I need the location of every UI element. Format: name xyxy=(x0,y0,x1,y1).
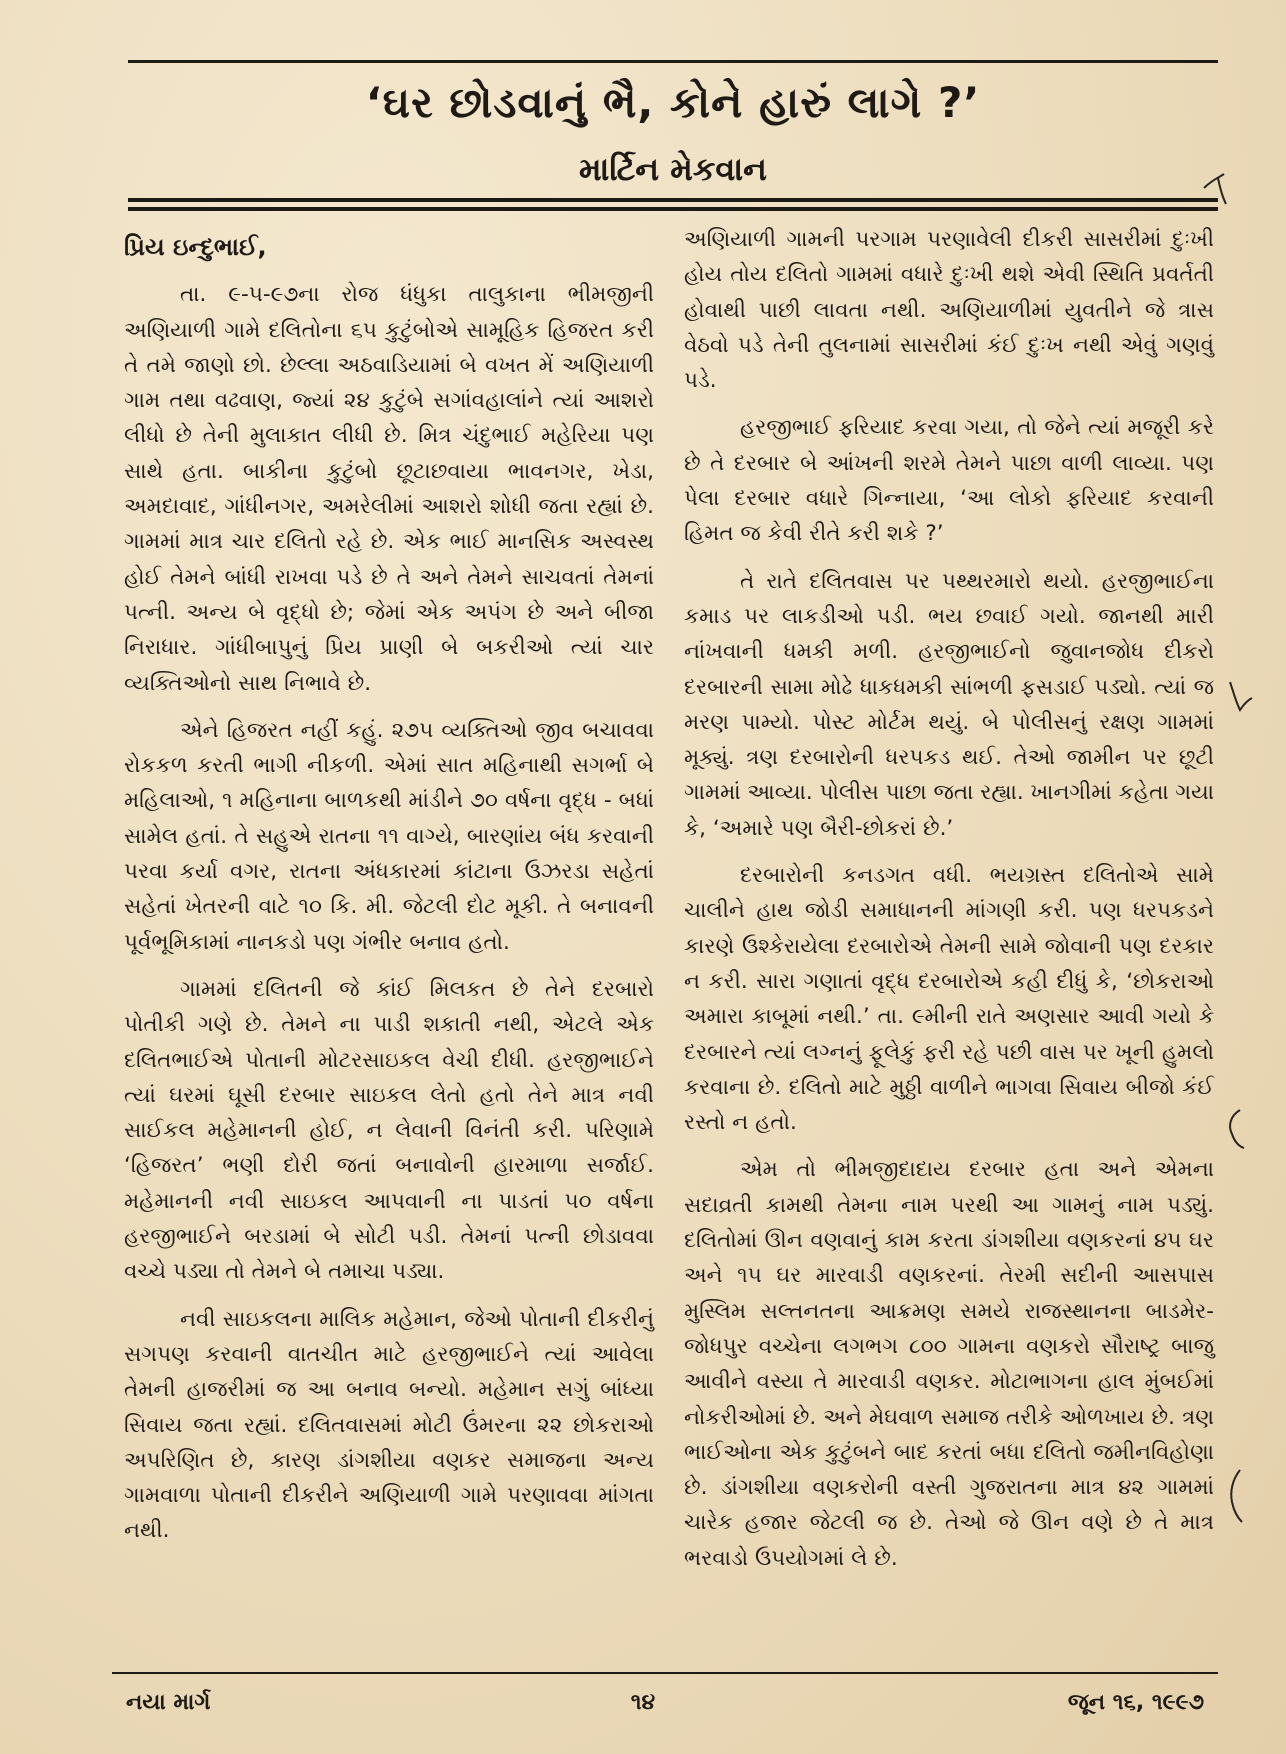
publication-name: નયા માર્ગ xyxy=(126,1690,211,1715)
header-double-rule-bottom xyxy=(128,207,1218,211)
footer-rule xyxy=(112,1672,1218,1674)
left-column xyxy=(124,222,654,1622)
margin-bracket-icon xyxy=(1218,1466,1248,1526)
body-paragraph: ગામમાં દલિતની જે કાંઈ મિલકત છે તેને દરબારો પોતીકી ગણે છે. તેમને ના પાડી શકાતી નથી, એટલે એક દલિતભાઈએ પોતાની મોટરસાઇકલ વેચી દીધી. હરજીભાઈને ત્યાં ઘરમાં ઘૂસી દરબાર સાઇકલ લેતો હતો તેને માત્ર નવી સાઈકલ મહેમાનની હોઈ, ન લેવાની વિનંતી કરી. પરિણામે ‘હિજરત’ ભણી દોરી જતાં બનાવોની હારમાળા સર્જાઈ. મહેમાનની નવી સાઇકલ આપવાની ના પાડતાં ૫૦ વર્ષના હરજીભાઈને બરડામાં બે સોટી પડી. તેમનાં પત્ની છોડાવવા વચ્ચે પડ્યા તો તેમને બે તમાચા પડ્યા. xyxy=(124,976,654,1285)
margin-tick-mark xyxy=(1226,676,1256,720)
margin-bracket-icon xyxy=(1220,1106,1250,1152)
body-paragraph: એને હિજરત નહીં કહું. ૨૭૫ વ્યક્તિઓ જીવ બચાવવા રોકકળ કરતી ભાગી નીકળી. એમાં સાત મહિનાથી સગર્ભા બે મહિલાઓ, ૧ મહિનાના બાળકથી માંડીને ૭૦ વર્ષના વૃદ્ધ - બધાં સામેલ હતાં. તે સહુએ રાતના ૧૧ વાગ્યે, બારણાંય બંધ કરવાની પરવા કર્યા વગર, રાતના અંધકારમાં કાંટાના ઉઝરડા સહેતાં સહેતાં ખેતરની વાટે ૧૦ કિ. મી. જેટલી દોટ મૂકી. તે બનાવની પૂર્વભૂમિકામાં નાનકડો પણ ગંભીર બનાવ હતો. xyxy=(124,717,654,955)
margin-bracket-mark-2 xyxy=(1218,1466,1248,1530)
margin-tick-icon xyxy=(1226,676,1256,716)
article-title: ‘ઘર છોડવાનું ભૈ, કોને હારું લાગે ?’ xyxy=(365,78,981,127)
margin-bracket-mark xyxy=(1220,1106,1250,1156)
body-paragraph: દરબારોની કનડગત વધી. ભયગ્રસ્ત દલિતોએ સામે ચાલીને હાથ જોડી સમાધાનની માંગણી કરી. પણ ધરપકડને કારણે ઉશ્કેરાયેલા દરબારોએ તેમની સામે જોવાની પણ દરકાર ન કરી. સારા ગણાતાં વૃદ્ધ દરબારોએ કહી દીધું કે, ‘છોકરાઓ અમારા કાબૂમાં નથી.’ તા. ૯મીની રાતે અણસાર આવી ગયો કે દરબારને ત્યાં લગ્નનું ફૂલેકું ફરી રહે પછી વાસ પર ખૂની હુમલો કરવાના છે. દલિતો માટે મુઠ્ઠી વાળીને ભાગવા સિવાય બીજો કંઈ રસ્તો ન હતો. xyxy=(684,863,1214,1136)
body-paragraph: તા. ૯-૫-૯૭ના રોજ ધંધુકા તાલુકાના ભીમજીની અણિયાળી ગામે દલિતોના ૬૫ કુટુંબોએ સામૂહિક હિજરત કરી તે તમે જાણો છો. છેલ્લા અઠવાડિયામાં બે વખત મેં અણિયાળી ગામ તથા વઢવાણ, જ્યાં ૨૪ કુટુંબે સગાંવહાલાંને ત્યાં આશરો લીધો છે તેની મુલાકાત લીધી છે. મિત્ર ચંદુભાઈ મહેરિયા પણ સાથે હતા. બાકીના કુટુંબો છૂટાછવાયા ભાવનગર, ખેડા, અમદાવાદ, ગાંધીનગર, અમરેલીમાં આશરો શોધી જતા રહ્યાં છે. ગામમાં માત્ર ચાર દલિતો રહે છે. એક ભાઈ માનસિક અસ્વસ્થ હોઈ તેમને બાંધી રાખવા પડે છે તે અને તેમને સાચવતાં તેમનાં પત્ની. અન્ય બે વૃદ્ધો છે; જેમાં એક અપંગ છે અને બીજા નિરાધાર. ગાંધીબાપુનું પ્રિય પ્રાણી બે બકરીઓ ત્યાં ચાર વ્યક્તિઓનો સાથ નિભાવે છે. xyxy=(124,282,654,696)
body-paragraph-continued: અણિયાળી ગામની પરગામ પરણાવેલી દીકરી સાસરીમાં દુઃખી હોય તોય દલિતો ગામમાં વધારે દુઃખી થશે એવી સ્થિતિ પ્રવર્તતી હોવાથી પાછી લાવતા નથી. અણિયાળીમાં યુવતીને જે ત્રાસ વેઠવો પડે તેની તુલનામાં સાસરીમાં કંઈ દુઃખ નથી એવું ગણવું પડે. xyxy=(684,227,1214,394)
handwritten-mark xyxy=(1198,160,1238,214)
header-double-rule-top xyxy=(128,198,1218,202)
top-rule xyxy=(128,60,1218,63)
body-paragraph: તે રાતે દલિતવાસ પર પથ્થરમારો થયો. હરજીભાઈના કમાડ પર લાકડીઓ પડી. ભય છવાઈ ગયો. જાનથી મારી નાંખવાની ધમકી મળી. હરજીભાઈનો જુવાનજોધ દીકરો દરબારની સામા મોઢે ધાકધમકી સાંભળી ફસડાઈ પડ્યો. ત્યાં જ મરણ પામ્યો. પોસ્ટ મોર્ટમ થયું. બે પોલીસનું રક્ષણ ગામમાં મૂક્યું. ત્રણ દરબારોની ધરપકડ થઈ. તેઓ જામીન પર છૂટી ગામમાં આવ્યા. પોલીસ પાછા જતા રહ્યા. ખાનગીમાં કહેતા ગયા કે, ‘અમારે પણ બૈરી-છોકરાં છે.’ xyxy=(684,568,1214,841)
pen-mark-icon xyxy=(1198,160,1238,210)
page-number: ૧૪ xyxy=(630,1690,656,1715)
body-paragraph: હરજીભાઈ ફરિયાદ કરવા ગયા, તો જેને ત્યાં મજૂરી કરે છે તે દરબાર બે આંખની શરમે તેમને પાછા વાળી લાવ્યા. પણ પેલા દરબાર વધારે ગિન્નાયા, ‘આ લોકો ફરિયાદ કરવાની હિમત જ કેવી રીતે કરી શકે ?’ xyxy=(684,415,1214,547)
body-paragraph: એમ તો ભીમજીદાદાય દરબાર હતા અને એમના સદાવ્રતી કામથી તેમના નામ પરથી આ ગામનું નામ પડ્યું. દલિતોમાં ઊન વણવાનું કામ કરતા ડાંગશીયા વણકરનાં ૪૫ ઘર અને ૧૫ ઘર મારવાડી વણકરનાં. તેરમી સદીની આસપાસ મુસ્લિમ સલ્તનતના આક્રમણ સમયે રાજસ્થાનના બાડમેર-જોધપુર વચ્ચેના લગભગ ૮૦૦ ગામના વણકરો સૌરાષ્ટ્ર બાજુ આવીને વસ્યા તે મારવાડી વણકર. મોટાભાગના હાલ મુંબઈમાં નોકરીઓમાં છે. અને મેઘવાળ સમાજ તરીકે ઓળખાય છે. ત્રણ ભાઈઓના એક કુટુંબને બાદ કરતાં બધા દલિતો જમીનવિહોણા છે. ડાંગશીયા વણકરોની વસ્તી ગુજરાતના માત્ર ૪૨ ગામમાં ચારેક હજાર જેટલી જ છે. તેઓ જે ઊન વણે છે તે માત્ર ભરવાડો ઉપયોગમાં લે છે. xyxy=(684,1157,1214,1571)
body-paragraph: નવી સાઇકલના માલિક મહેમાન, જેઓ પોતાની દીકરીનું સગપણ કરવાની વાતચીત માટે હરજીભાઈને ત્યાં આવેલા તેમની હાજરીમાં જ આ બનાવ બન્યો. મહેમાન સગું બાંધ્યા સિવાય જતા રહ્યાં. દલિતવાસમાં મોટી ઉંમરના ૨૨ છોકરાઓ અપરિણિત છે, કારણ ડાંગશીયા વણકર સમાજના અન્ય ગામવાળા પોતાની દીકરીને અણિયાળી ગામે પરણાવવા માંગતા નથી. xyxy=(124,1306,654,1544)
issue-date: જૂન ૧૬, ૧૯૯૭ xyxy=(1067,1690,1204,1715)
right-column xyxy=(684,222,1214,1622)
article-author: માર્ટિન મેકવાન xyxy=(578,150,768,188)
salutation: પ્રિય ઇન્દુભાઈ, xyxy=(124,233,267,261)
